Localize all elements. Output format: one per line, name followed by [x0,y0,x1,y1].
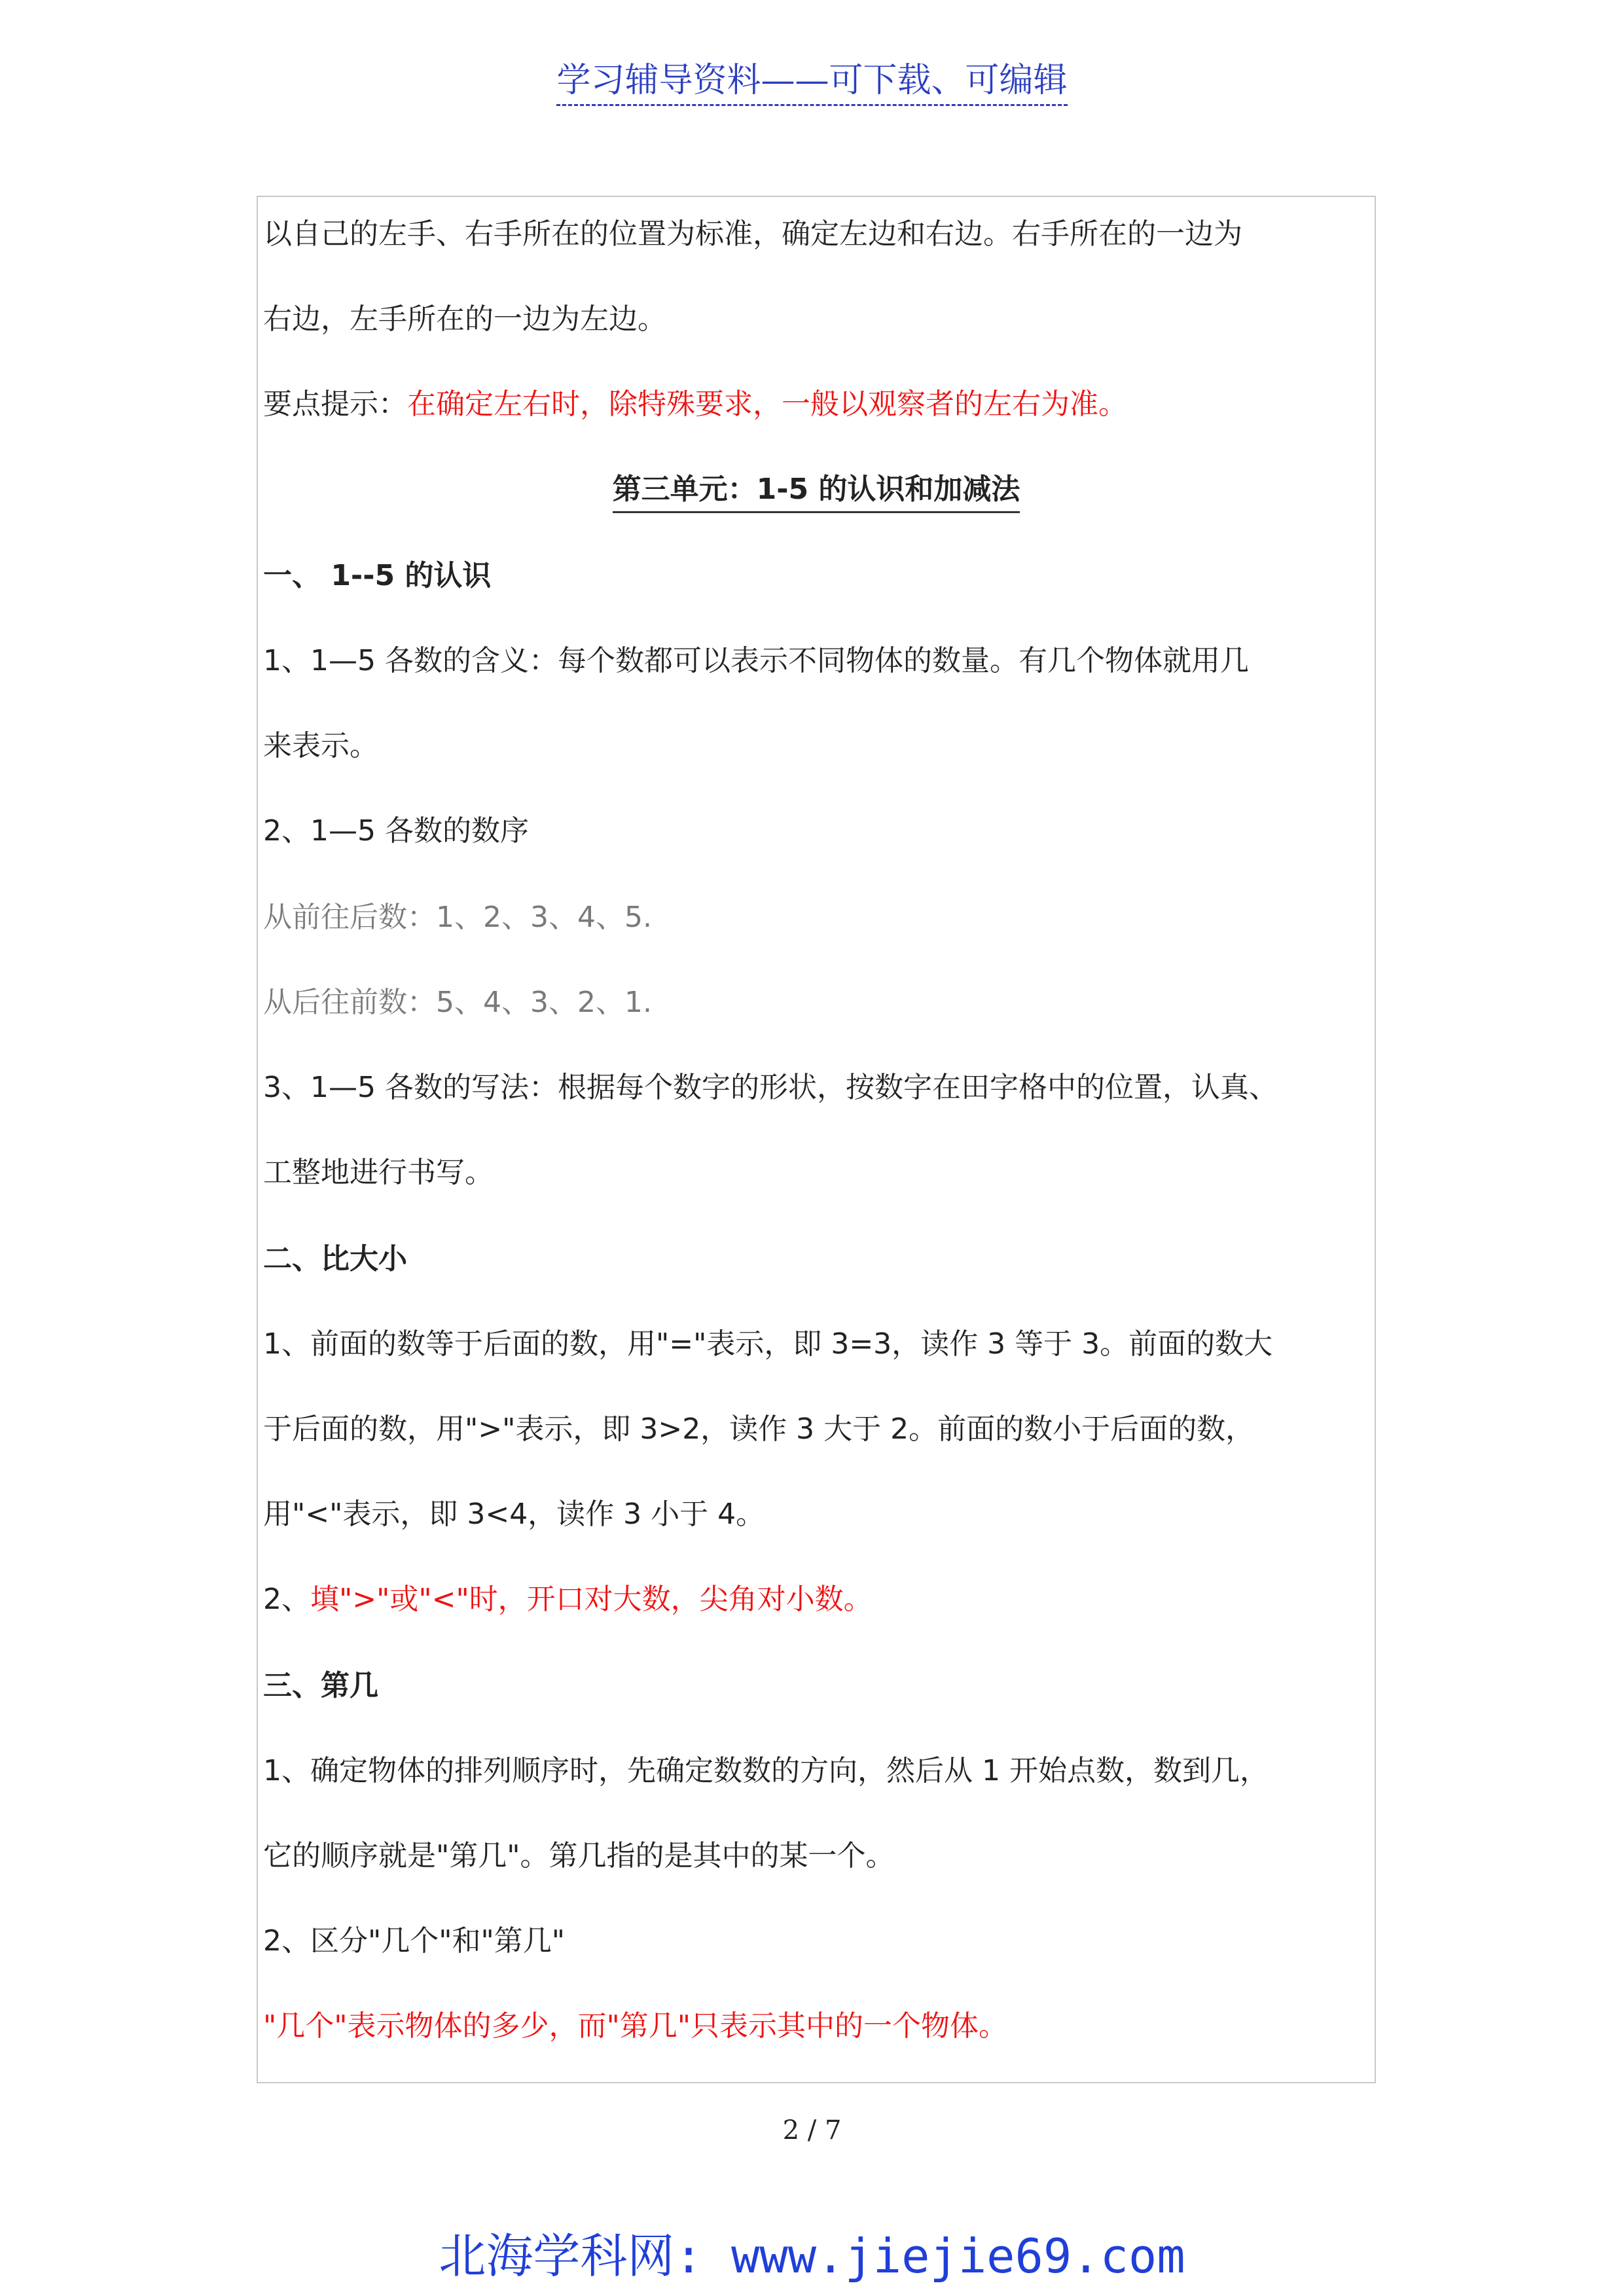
s2-item1-line2: 于后面的数，用">"表示，即 3>2，读作 3 大于 2。前面的数小于后面的数， [263,1412,1255,1446]
document-header [0,60,1624,101]
site-footer: 北海学科网: www.jiejie69.com [439,2229,1185,2284]
key-tip [263,385,1376,424]
paragraph-left-right-1: 以自己的左手、右手所在的位置为标准，确定左边和右边。右手所在的一边为 [263,217,1242,251]
section-2-title: 二、比大小 [263,1242,407,1276]
s1-item1-line1: 1、1—5 各数的含义：每个数都可以表示不同物体的数量。有几个物体就用几 [263,644,1249,677]
s2-item2-number: 2、 [263,1583,310,1616]
s1-item2-forward: 从前往后数：1、2、3、4、5. [263,901,652,934]
s3-item2-note: "几个"表示物体的多少，而"第几"只表示其中的一个物体。 [263,2009,1007,2043]
s1-item3-line2: 工整地进行书写。 [263,1156,494,1189]
s2-item2-text: 填">"或"<"时，开口对大数，尖角对小数。 [310,1583,873,1616]
s1-item1-line2: 来表示。 [263,729,378,762]
s1-item2-backward: 从后往前数：5、4、3、2、1. [263,986,652,1019]
unit-title [257,470,1376,509]
key-tip-label: 要点提示： [263,387,407,421]
header-title: 学习辅导资料——可下载、可编辑 [556,61,1067,106]
s1-item3-line1: 3、1—5 各数的写法：根据每个数字的形状，按数字在田字格中的位置，认真、 [263,1071,1278,1104]
key-tip-text: 在确定左右时，除特殊要求，一般以观察者的左右为准。 [407,387,1127,421]
s2-item1-line3: 用"<"表示，即 3<4，读作 3 小于 4。 [263,1498,765,1531]
paragraph-left-right-2: 右边，左手所在的一边为左边。 [263,302,666,336]
section-3-title: 三、第几 [263,1669,378,1702]
s3-item2: 2、区分"几个"和"第几" [263,1924,565,1958]
unit-title-text: 第三单元：1-5 的认识和加减法 [613,473,1020,513]
s2-item2 [263,1580,1376,1619]
s3-item1-line1: 1、确定物体的排列顺序时，先确定数数的方向，然后从 1 开始点数，数到几， [263,1754,1269,1787]
section-1-title: 一、 1--5 的认识 [263,559,492,592]
page-number: 2 / 7 [782,2115,842,2145]
s3-item1-line2: 它的顺序就是"第几"。第几指的是其中的某一个。 [263,1839,895,1873]
s1-item2: 2、1—5 各数的数序 [263,814,529,848]
s2-item1-line1: 1、前面的数等于后面的数，用"="表示，即 3=3，读作 3 等于 3。前面的数大 [263,1327,1273,1361]
